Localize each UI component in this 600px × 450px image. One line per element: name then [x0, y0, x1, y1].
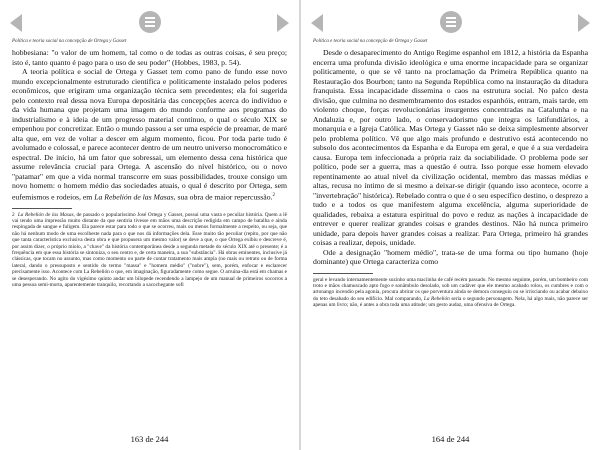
body-text: [12, 48, 287, 288]
paragraph: [12, 67, 287, 202]
body-text: [313, 48, 588, 309]
page-number: 164 de 244: [431, 434, 470, 444]
footnote-rule: [12, 208, 72, 209]
right-nav-bar: [301, 10, 600, 36]
paragraph-text: , sua obra de maior repercussão.: [173, 192, 273, 202]
footnote-book-title: La Rebelión de las Masas: [17, 211, 74, 218]
right-page: [301, 0, 600, 450]
page-number: 163 de 244: [130, 434, 169, 444]
left-nav-bar: [0, 10, 299, 36]
left-page: [0, 0, 299, 450]
table-of-contents-icon[interactable]: [139, 11, 161, 33]
footnote-text: , de passado o popularíssimo José Ortega y Gasset, possui uma vasta e peculiar história. Quem a lê vai tendo uma impressão muito distante da que sentiria tivesse em mãos uma descrição redigida em campo de batalha e ainda respingada de sangue e fuligem. Ela parece estar para todo o que se ocorreu, mais ou menos formalmente a respeito, ou seja, que não há nenhum modo de uma escolheste nada para o que nos dá informações dela. Esse muito tão peculiar (repito, por que não que tanta característica exclusiva desta obra e que propusera um mesmo valor) se deve a que, o que Ortega exibiu e descreve é, por assim dizer, o próprio miolo, a "chave" da história contemporânea desde a segunda metade do século XIX até o presente; é a frequência em que essa história se sintoniza, o seu centro e, de certa maneira, a sua "substância". Há obras eminentes, inclusive já clássicas, que tocam no assunto, mas como momento ou parte de contar tratamento mais ampla (no mais ou retrato ou de forma lateral, dando o pressuposto e sentido do termo "massa" e "homem médio" ("nobre"), sem, porém, enfocar e esclarecer precisamente isso. Acontece com La Rebelión o que, em imaginação, figuradamente como segue. O arruína-dia está em chamas e se desesperando. No agito do vigésimo quinto andar um bilopede recendendo a lampejo de um manual de primeiros socorros a uma pessoa semi-morta, aparentemente tranquilo, recortando a sacochegante sofi: [12, 211, 287, 289]
footnote-text: geral e levando internamentemente sozinho uma maciinha de café recém passado. No mesmo seguinte, porém, um bombeiro com troto e mãos chamuscado apto fogo e sonâmbulo desolado, sob um cadáver que ele mesmo acabado rolou, os cumbres e com o artonango incendio pela agonia, procura abrirar os que porventura ainda se demora conseguiu ou se irrisciando ou acabar debaixo do teto desabado do seu edifício. Mal comparando, La Rebelión seria o segundo personagem. Nela, há algo mais, não parece ser apenas um livro; não, é antes a obra toda uma atitude; um gesto audaz, uma ofensiva de Ortega.: [313, 276, 589, 309]
next-page-arrow-icon[interactable]: [578, 14, 590, 32]
prev-page-arrow-icon[interactable]: [10, 14, 22, 32]
footnote-label: 2: [12, 211, 15, 218]
paragraph: Ode a designação "homem médio", trata-se de uma forma ou tipo humano (hoje dominante) que Ortega caracteriza como: [313, 247, 588, 266]
paragraph: hobbesiana: "o valor de um homem, tal como o de todas as outras coisas, é seu preço; isto é, tanto quanto é pago para o uso de seu poder" (Hobbes, 1983, p. 54).: [12, 48, 287, 67]
footnote-book-title: La Rebelión: [423, 295, 450, 302]
running-header: Política e teoria social na concepção de Ortega y Gasset: [313, 39, 428, 44]
running-header: Política e teoria social na concepção de Ortega y Gasset: [12, 39, 127, 44]
footnote: [313, 277, 588, 309]
paragraph-text: A teoria política e social de Ortega y Gasset tem como pano de fundo esse novo mundo excepcionalmente estruturado cientifica e politicamente instalado pelos poderes econômicos, que erigiram uma organização técnica sem precedentes; ela foi sugerida pelo contexto real dessa nova Europa depositária das concepções acerca do indivíduo e da vida humana que projetam uma imagem do mundo conforme aos programas do industrialismo e à ideia de um progresso material contínuo, o qual o século XIX se empenhou por concretizar. Então o mundo passou a ser uma espécie de preamar, de maré alta que, em vez de voltar a descer em algum momento, ficou. Por toda parte tudo é avolumado e colossal, e parece acontecer dentro de um neutro universo monocromático e espectral. De início, há um fator que sobressai, um elemento dessa cena histórica que assume relevância crucial para Ortega. A ascensão do nível histórico, ou o novo "patamar" em que a vida normal transcorre em suas possibilidades, trouxe consigo um novo homem: o homem médio das sociedades atuais, o qual é descrito por Ortega, sem eufemismos e rodeios, em: [12, 67, 287, 202]
prev-page-arrow-icon[interactable]: [311, 14, 323, 32]
footnote-rule: [313, 273, 373, 274]
footnote-marker[interactable]: 2: [272, 192, 275, 198]
table-of-contents-icon[interactable]: [440, 11, 462, 33]
book-title: La Rebelión de las Masas: [94, 192, 174, 202]
footnote: [12, 212, 287, 289]
paragraph: Desde o desaparecimento do Antigo Regime espanhol em 1812, a história da Espanha encerra uma profunda divisão ideológica e uma enorme incapacidade para se organizar politicamente, o que se vê tanto na proclamação da Primeira República quanto na Restauração dos Bourbon; tanto na Segunda República como na instauração da ditadura franquista. Essa incapacidade dissemina o caos na estrutura social. No palco desta divisão, que culmina no desmembramento dos estados espanhóis, entram, mais tarde, em violento choque, forças revolucionárias insurgentes concentradas na Catalunha e na Andaluzia e, por outro lado, o conservadorismo que integra os latifundiários, a monarquia e a Igreja Católica. Mas Ortega y Gasset não se deixa simplesmente absorver pelo problema político. Vê que algo mais profundo e destrutivo está acontecendo no subsolo dos acontecimentos da Espanha e da Europa em geral, e que é a sua verdadeira causa. Europa tem infeccionada a própria raiz da sociabilidade. O problema pode ser político, pode ser a guerra, mas a questão é outra. Isso porque esse homem elevado repentinamente ao atual nível da civilização ocidental, membro das massas médias e altas, recusa no íntimo de si mesmo a deixar-se dirigir (quando isso acontece, ocorre a "invertebração" histórica). Rebelado contra o que é o seu específico destino, o desprezo a tudo e a todos os que manifestem alguma excelência, alguma superioridade de qualidades, rebaixa a estatura espiritual do povo e reduz as nações à incapacidade de entrever e querer realizar grandes coisas e grandes destinos. Não há nunca primeiro unidade, para depois haver grandes coisas a realizar. Para Ortega, primeiro há grandes coisas a realizar, depois, unidade.: [313, 48, 588, 247]
next-page-arrow-icon[interactable]: [277, 14, 289, 32]
